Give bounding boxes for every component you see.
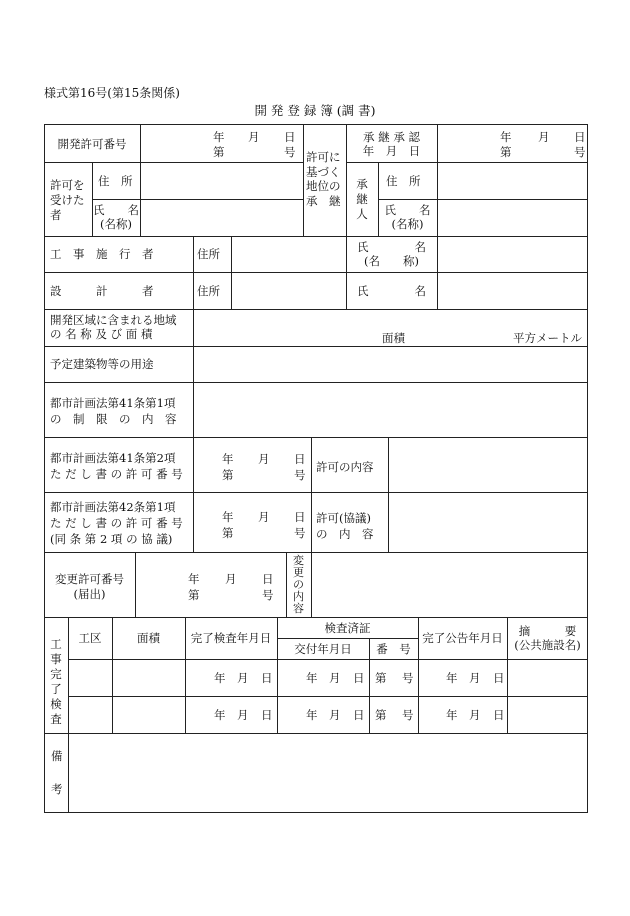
col-remarks: 摘 要 (公共施設名) xyxy=(514,624,581,652)
change-go: 号 xyxy=(262,588,274,602)
permit-number-label: 開発許可番号 xyxy=(57,137,127,151)
successor-label: 承 継 人 xyxy=(356,177,368,221)
permit-month: 月 xyxy=(248,130,260,144)
area-label: 面積 xyxy=(382,331,405,345)
change-dai: 第 xyxy=(188,588,200,602)
form-number: 様式第16号(第15条関係) xyxy=(44,86,180,100)
permit-consult-label: 許可(協議) の 内 容 xyxy=(316,511,374,541)
permit-holder-label: 許可を 受けた 者 xyxy=(50,178,85,222)
change-content-label: 変 更 の 内 容 xyxy=(293,554,304,615)
contractor-label: 工 事 施 行 者 xyxy=(50,247,154,261)
successor-name-label: 氏 名 (名称) xyxy=(384,203,431,231)
row1-notice-day: 日 xyxy=(493,671,505,685)
row2-completion-year: 年 xyxy=(214,708,226,722)
change-day: 日 xyxy=(262,572,274,586)
row1-issue-day: 日 xyxy=(353,671,365,685)
art41-label: 都市計画法第41条第1項 の 制 限 の 内 容 xyxy=(50,396,177,426)
remarks-label-2: 考 xyxy=(51,782,63,796)
row1-no-dai: 第 xyxy=(375,671,387,685)
approval-month: 月 xyxy=(538,130,550,144)
art41-2-go: 号 xyxy=(294,468,306,482)
row1-issue-year: 年 xyxy=(306,671,318,685)
art42-month: 月 xyxy=(258,510,270,524)
approval-dai: 第 xyxy=(500,145,512,159)
art41-2-year: 年 xyxy=(222,452,234,466)
usage-label: 予定建築物等の用途 xyxy=(50,357,154,371)
art41-2-day: 日 xyxy=(294,452,306,466)
row1-completion-day: 日 xyxy=(261,671,273,685)
permit-year: 年 xyxy=(213,130,225,144)
art41-2-month: 月 xyxy=(258,452,270,466)
change-month: 月 xyxy=(225,572,237,586)
approval-go: 号 xyxy=(574,145,586,159)
row2-issue-year: 年 xyxy=(306,708,318,722)
row2-notice-year: 年 xyxy=(446,708,458,722)
col-certificate: 検査済証 xyxy=(324,621,371,635)
art42-go: 号 xyxy=(294,526,306,540)
approval-year: 年 xyxy=(500,130,512,144)
col-issue-date: 交付年月日 xyxy=(294,642,352,656)
row1-no-go: 号 xyxy=(402,671,414,685)
row2-completion-day: 日 xyxy=(261,708,273,722)
remarks-label-1: 備 xyxy=(51,749,63,763)
col-area: 面積 xyxy=(137,631,160,645)
row2-completion-month: 月 xyxy=(237,708,249,722)
holder-name-label: 氏 名 (名称) xyxy=(93,203,139,231)
permit-content-label: 許可の内容 xyxy=(316,460,374,474)
row2-issue-month: 月 xyxy=(329,708,341,722)
art42-label: 都市計画法第42条第1項 た だ し 書 の 許 可 番 号 (同 条 第 2 項 の 協 議) xyxy=(50,500,183,546)
permit-dai: 第 xyxy=(213,145,225,159)
area-name-label: 開発区域に含まれる地域 の 名 称 及 び 面 積 xyxy=(50,313,177,341)
col-district: 工区 xyxy=(78,631,102,645)
row2-notice-month: 月 xyxy=(469,708,481,722)
contractor-address-label: 住所 xyxy=(197,247,220,261)
row2-no-dai: 第 xyxy=(375,708,387,722)
col-completion-date: 完了検査年月日 xyxy=(190,631,272,645)
row1-issue-month: 月 xyxy=(329,671,341,685)
art41-2-dai: 第 xyxy=(222,468,234,482)
art42-dai: 第 xyxy=(222,526,234,540)
row1-notice-month: 月 xyxy=(469,671,481,685)
art41-2-label: 都市計画法第41条第2項 た だ し 書 の 許 可 番 号 xyxy=(50,451,183,481)
change-permit-label: 変更許可番号 (届出) xyxy=(55,572,124,601)
document-title: 開 発 登 録 簿 (調 書) xyxy=(254,103,376,118)
designer-label: 設 計 者 xyxy=(50,284,154,298)
permit-day: 日 xyxy=(284,130,296,144)
contractor-name-label: 氏 名 (名 称) xyxy=(357,240,426,268)
inspection-side-label: 工 事 完 了 検 査 xyxy=(50,637,62,726)
successor-address-label: 住 所 xyxy=(386,174,421,188)
permit-go: 号 xyxy=(284,145,296,159)
status-succession-label: 許可に 基づく 地位の 承 継 xyxy=(306,150,341,208)
change-year: 年 xyxy=(188,572,200,586)
row2-no-go: 号 xyxy=(402,708,414,722)
row2-issue-day: 日 xyxy=(353,708,365,722)
col-public-notice: 完了公告年月日 xyxy=(422,631,503,645)
col-number: 番 号 xyxy=(376,642,411,656)
designer-address-label: 住所 xyxy=(197,284,220,298)
succession-approval-label: 承 継 承 認 年 月 日 xyxy=(362,130,421,158)
row1-notice-year: 年 xyxy=(446,671,458,685)
row1-completion-month: 月 xyxy=(237,671,249,685)
art42-day: 日 xyxy=(294,510,306,524)
row2-notice-day: 日 xyxy=(493,708,505,722)
area-unit: 平方メートル xyxy=(513,331,582,345)
holder-address-label: 住 所 xyxy=(98,174,133,188)
approval-day: 日 xyxy=(574,130,586,144)
row1-completion-year: 年 xyxy=(214,671,226,685)
art42-year: 年 xyxy=(222,510,234,524)
designer-name-label: 氏 名 xyxy=(357,284,426,298)
